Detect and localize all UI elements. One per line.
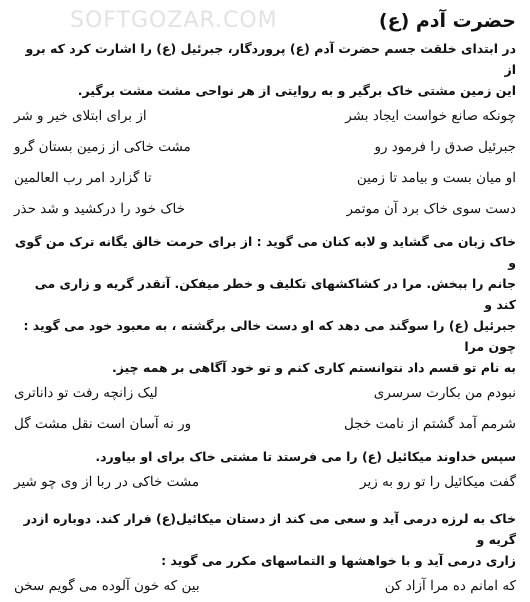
verse-line [14,378,516,409]
hemistich-right: او میان بست و بیامد تا زمین [356,170,516,186]
paragraph-line: زاری درمی آید و با خواهشها و التماسهای مکرر می گوید : [161,553,516,568]
paragraph-plea [14,231,516,378]
hemistich-left: مشت خاکی از زمین بستان گرو [14,139,191,155]
paragraph-line: خاک به لرزه درمی آید و سعی می کند از دستان میکائیل(ع) فرار کند. دوباره ازدر گریه و [23,511,516,547]
hemistich-left: تا گزارد امر رب العالمین [14,170,152,186]
hemistich-left: خاک خود را درکشید و شد حذر [14,201,185,217]
hemistich-right: چونکه صانع خواست ایجاد بشر [345,108,516,124]
paragraph-line: به نام تو قسم داد نتوانستم کاری کنم و تو خود آگاهی بر همه چیز. [112,360,516,375]
hemistich-right: گفت میکائیل را تو رو به زیر [360,474,516,490]
verse-line [14,132,516,163]
hemistich-right: جبرئیل صدق را فرمود رو [374,139,516,155]
hemistich-left: از برای ابتلای خیر و شر [14,108,147,124]
paragraph-line: سپس خداوند میکائیل (ع) را می فرستد تا مشتی خاک برای او بیاورد. [95,449,516,464]
verse-block-3 [14,467,516,498]
verse-line [14,194,516,225]
paragraph-flee [14,508,516,571]
watermark: SOFTGOZAR.COM [70,8,278,33]
hemistich-right: شرمم آمد گشتم از نامت خجل [344,416,516,432]
verse-line [14,467,516,498]
hemistich-left: لیک زانچه رفت تو داناتری [14,385,158,401]
paragraph-michael [14,446,516,467]
paragraph-line: خاک زبان می گشاید و لابه کنان می گوید : از برای حرمت خالق یگانه ترک من گوی و [14,234,516,270]
verse-block-4 [14,571,516,602]
paragraph-line: جانم را ببخش. مرا در کشاکشهای تکلیف و خطر میفکن. آنقدر گریه و زاری می کند و [34,276,516,312]
paragraph-line: این زمین مشتی خاک برگیر و به روایتی از هر نواحی مشت مشت برگیر. [77,83,516,98]
hemistich-right: دست سوی خاک برد آن موتمر [346,201,516,217]
hemistich-left: بین که خون آلوده می گویم سخن [14,578,200,594]
verse-block-2 [14,378,516,440]
verse-line [14,571,516,602]
verse-line [14,409,516,440]
hemistich-left: مشت خاکی در ربا از وی چو شیر [14,474,200,490]
hemistich-left: ور نه آسان است نقل مشت گل [14,416,192,432]
paragraph-line: در ابتدای خلقت جسم حضرت آدم (ع) پروردگار، جبرئیل (ع) را اشارت کرد که برو از [25,41,516,77]
verse-block-1 [14,101,516,225]
page-title: حضرت آدم (ع) [378,10,516,32]
paragraph-line: جبرئیل (ع) را سوگند می دهد که او دست خالی برگشته ، به معبود خود می گوید : چون مرا [23,318,516,354]
verse-line [14,163,516,194]
hemistich-right: نبودم من بکارت سرسری [373,385,516,401]
hemistich-right: که امانم ده مرا آزاد کن [384,578,516,594]
verse-line [14,101,516,132]
paragraph-intro [14,38,516,101]
